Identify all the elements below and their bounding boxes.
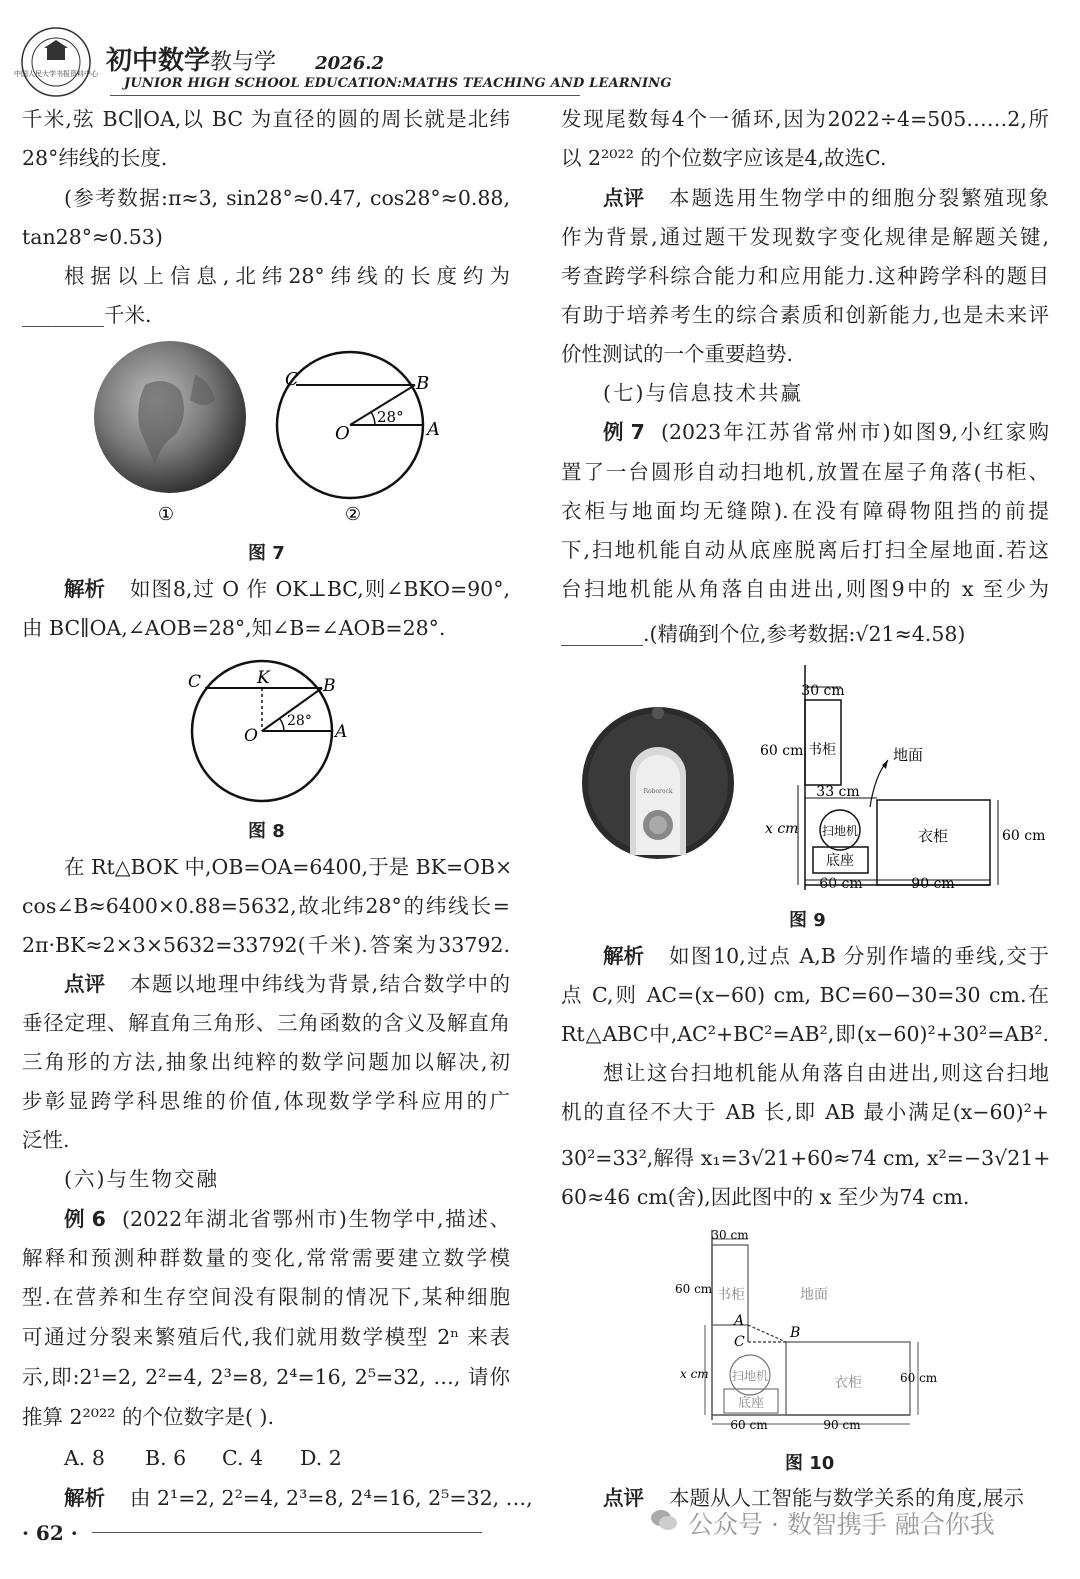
fig8-point-A: A [335, 722, 348, 742]
fig10-robot: 扫地机 [731, 1369, 769, 1383]
section-heading-7: (七)与信息技术共赢 [603, 381, 803, 405]
journal-logo [14, 26, 98, 98]
wechat-icon [650, 1507, 678, 1533]
fig10-base: 底座 [737, 1396, 765, 1411]
header-rule [110, 95, 580, 96]
fig8-point-O: O [244, 726, 258, 746]
text-line: 本题以地理中纬线为背景,结合数学中的 [130, 972, 510, 996]
fig10-point-A: A [734, 1313, 745, 1329]
logo-text: 中国人民大学书报资料中心 [14, 70, 98, 78]
option-c: C. 4 [222, 1446, 264, 1470]
text-line: 2π·BK≈2×3×5632=33792(千米).答案为33792. [22, 933, 510, 957]
robot-brand: Roborock [643, 788, 673, 795]
text-line: 三角形的方法,抽象出纯粹的数学问题加以解决,初 [22, 1050, 510, 1074]
fig8-point-C: C [188, 672, 202, 692]
fig10-wardrobe: 衣柜 [834, 1375, 862, 1391]
text-line: 本题选用生物学中的细胞分裂繁殖现象 [669, 186, 1049, 210]
option-d: D. 2 [300, 1446, 342, 1470]
text-line: 60≈46 cm(舍),因此图中的 x 至少为74 cm. [561, 1185, 970, 1209]
fig10-point-B: B [790, 1325, 801, 1341]
text-line: 30²=33²,解得 x₁=3√21+60≈74 cm, x²=−3√21+ [561, 1146, 1051, 1170]
section-heading-6: (六)与生物交融 [64, 1167, 219, 1191]
journal-title: 初中数学 [106, 46, 211, 76]
fig7-caption: 图 7 [248, 543, 285, 564]
analysis-label-6: 解析 [64, 1486, 105, 1510]
text-line: 推算 2²⁰²² 的个位数字是( ). [22, 1405, 274, 1429]
journal-subtitle: JUNIOR HIGH SCHOOL EDUCATION:MATHS TEACHING AND LEARNING [124, 76, 672, 91]
fig7-point-O: O [335, 423, 350, 444]
text-line: 根据以上信息,北纬28°纬线的长度约为 [64, 264, 510, 288]
text-line: Rt△ABC中,AC²+BC²=AB²,即(x−60)²+30²=AB². [561, 1022, 1049, 1046]
text-line: 有助于培养考生的综合素质和创新能力,也是未来评 [561, 303, 1049, 327]
text-line: 发现尾数每4个一循环,因为2022÷4=505……2,所 [561, 107, 1049, 131]
text-line: 本题从人工智能与数学关系的角度,展示 [669, 1486, 1025, 1510]
comment-label-7: 点评 [603, 1486, 644, 1510]
fig7-label-1: ① [157, 504, 175, 525]
text-line: cos∠B≈6400×0.88=5632,故北纬28°的纬线长= [22, 894, 510, 918]
text-line: ________.(精确到个位,参考数据:√21≈4.58) [561, 622, 966, 646]
text-line: 置了一台圆形自动扫地机,放置在屋子角落(书柜、 [561, 460, 1049, 484]
option-b: B. 6 [145, 1446, 187, 1470]
fig9-height-60b: 60 cm [1002, 828, 1046, 844]
journal-suffix: 教与学 [210, 50, 277, 75]
option-a: A. 8 [64, 1446, 105, 1470]
fig9-wardrobe: 衣柜 [917, 827, 949, 845]
text-line: 考查跨学科综合能力和应用能力.这种跨学科的题目 [561, 264, 1049, 288]
fig9-width-60: 60 cm [819, 876, 863, 892]
text-line: (2022年湖北省鄂州市)生物学中,描述、 [122, 1207, 510, 1231]
text-line: 想让这台扫地机能从角落自由进出,则这台扫地 [603, 1061, 1049, 1085]
text-line: 价性测试的一个重要趋势. [561, 342, 794, 366]
fig9-width-33: 33 cm [816, 784, 860, 800]
analysis-label: 解析 [64, 577, 105, 601]
fig10-floor: 地面 [800, 1287, 828, 1303]
text-line: 台扫地机能从角落自由进出,则图9中的 x 至少为 [561, 577, 1049, 601]
figure-9 [580, 665, 1050, 900]
text-line: tan28°≈0.53) [22, 225, 163, 249]
text-line: 垂径定理、解直角三角形、三角函数的含义及解直角 [22, 1011, 510, 1035]
text-line: 由 BC∥OA,∠AOB=28°,知∠B=∠AOB=28°. [22, 616, 446, 640]
fig10-width-60: 60 cm [730, 1418, 768, 1432]
fig7-angle: 28° [377, 408, 404, 426]
fig10-bookcase: 书柜 [717, 1287, 745, 1303]
analysis-label-7: 解析 [603, 944, 644, 968]
fig9-robot: 扫地机 [821, 824, 859, 838]
comment-label: 点评 [64, 972, 105, 996]
text-line: 以 2²⁰²² 的个位数字应该是4,故选C. [561, 146, 887, 170]
comment-label-6: 点评 [603, 186, 644, 210]
text-line: 解释和预测种群数量的变化,常常需要建立数学模 [22, 1246, 510, 1270]
fig10-x-cm: x cm [680, 1367, 709, 1381]
fig7-point-C: C [285, 369, 299, 390]
fig7-point-A: A [427, 419, 440, 440]
text-line: 泛性. [22, 1128, 70, 1152]
fig7-point-B: B [416, 373, 430, 394]
fig9-width-90: 90 cm [911, 876, 955, 892]
fig9-caption: 图 9 [789, 910, 826, 931]
fig10-height-60: 60 cm [675, 1282, 713, 1296]
fig8-point-K: K [257, 668, 270, 688]
example-6-label: 例 6 [64, 1207, 106, 1231]
text-line: 由 2¹=2, 2²=4, 2³=8, 2⁴=16, 2⁵=32, …, [130, 1486, 533, 1510]
fig7-label-2: ② [344, 504, 362, 525]
text-line: 点 C,则 AC=(x−60) cm, BC=60−30=30 cm.在 [561, 983, 1049, 1007]
text-line: 在 Rt△BOK 中,OB=OA=6400,于是 BK=OB× [64, 855, 513, 879]
fig8-caption: 图 8 [248, 821, 285, 842]
fig9-floor: 地面 [893, 746, 924, 764]
text-line: 可通过分裂来繁殖后代,我们就用数学模型 2ⁿ 来表 [22, 1325, 510, 1349]
fig9-height-60: 60 cm [760, 743, 804, 759]
text-line: 衣柜与地面均无缝隙).在没有障碍物阻挡的前提 [561, 499, 1049, 523]
fig10-caption: 图 10 [785, 1453, 835, 1474]
text-line: (参考数据:π≈3, sin28°≈0.47, cos28°≈0.88, [64, 186, 510, 210]
fig10-point-C: C [734, 1334, 745, 1350]
figure-10 [672, 1225, 952, 1440]
text-line: (2023年江苏省常州市)如图9,小红家购 [661, 420, 1049, 444]
fig10-width-90: 90 cm [823, 1418, 861, 1432]
text-line: 型.在营养和生存空间没有限制的情况下,某种细胞 [22, 1285, 510, 1309]
text-line: 千米,弦 BC∥OA,以 BC 为直径的圆的周长就是北纬 [22, 107, 510, 131]
text-line: 下,扫地机能自动从底座脱离后打扫全屋地面.若这 [561, 538, 1049, 562]
text-line: 步彰显跨学科思维的价值,体现数学学科应用的广 [22, 1089, 510, 1113]
figure-7 [85, 345, 455, 530]
text-line: 作为背景,通过题干发现数字变化规律是解题关键, [561, 225, 1049, 249]
journal-title-row [106, 40, 384, 77]
text-line: 如图8,过 O 作 OK⊥BC,则∠BKO=90°, [130, 577, 510, 601]
fig9-base: 底座 [826, 853, 854, 869]
text-line: 机的直径不大于 AB 长,即 AB 最小满足(x−60)²+ [561, 1100, 1049, 1124]
footer-rule [92, 1532, 482, 1533]
fig9-x-cm: x cm [765, 821, 799, 837]
text-line: ________千米. [22, 303, 152, 327]
page-number: · 62 · [22, 1521, 78, 1545]
fig9-bookcase: 书柜 [808, 742, 836, 758]
fig8-point-B: B [323, 676, 336, 696]
fig10-height-60b: 60 cm [900, 1371, 938, 1385]
example-7-label: 例 7 [603, 420, 645, 444]
fig8-angle: 28° [287, 713, 312, 729]
fig9-width-30: 30 cm [801, 683, 845, 699]
issue-number: 2026.2 [315, 53, 385, 74]
text-line: 28°纬线的长度. [22, 146, 168, 170]
fig10-width-30: 30 cm [711, 1228, 749, 1242]
text-line: 示,即:2¹=2, 2²=4, 2³=8, 2⁴=16, 2⁵=32, …, 请你 [22, 1365, 510, 1389]
figure-8 [180, 655, 360, 815]
watermark: 公众号 · 数智携手 融合你我 [688, 1510, 995, 1539]
text-line: 如图10,过点 A,B 分别作墙的垂线,交于 [669, 944, 1049, 968]
